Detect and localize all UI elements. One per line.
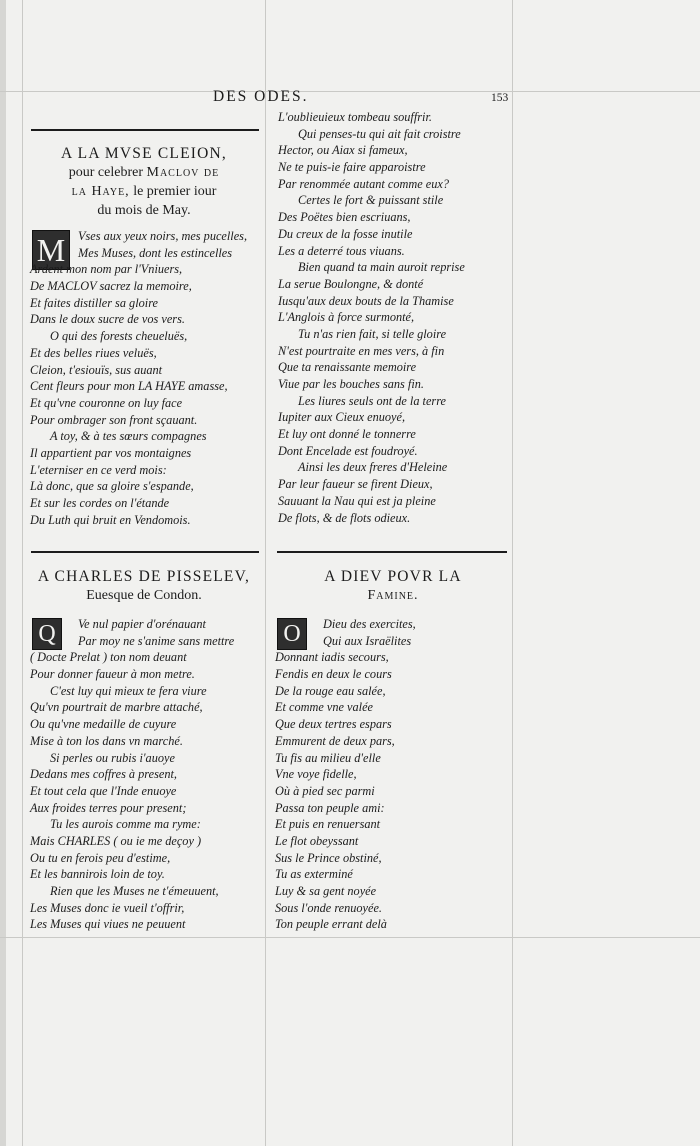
verse-line: Par moy ne s'anime sans mettre	[78, 633, 235, 648]
running-head: DES ODES.	[213, 88, 309, 105]
verse-line: Luy & sa gent noyée	[275, 884, 377, 898]
verse-line: Cent fleurs pour mon LA HAYE amasse,	[30, 379, 228, 394]
verse-line: Bien quand ta main auroit reprise	[298, 260, 465, 275]
verse-line: Et sur les cordes on l'étande	[30, 496, 170, 510]
ode3-verse	[275, 616, 513, 933]
dedicatee-name: la Haye,	[71, 184, 130, 199]
verse-line: Ne te puis-ie faire apparoistre	[278, 160, 426, 175]
section-divider	[277, 551, 507, 553]
ode2-heading	[28, 567, 260, 605]
verse-line: Tu n'as rien fait, si telle gloire	[298, 326, 447, 341]
verse-line: Par renommée autant comme eux?	[278, 176, 449, 191]
verse-line: Qu'vn pourtrait de marbre attaché,	[30, 700, 203, 715]
verse-line: Si perles ou rubis i'auoye	[50, 750, 175, 765]
verse-line: Aux froides terres pour present;	[30, 800, 187, 815]
verse-line: Ve nul papier d'orénauant	[78, 617, 206, 631]
verse-line: L'eterniser en ce verd mois:	[30, 462, 167, 477]
verse-line: Donnant iadis secours,	[275, 650, 389, 665]
verse-line: Tu as exterminé	[275, 867, 353, 882]
section-divider	[31, 551, 259, 553]
ruled-line	[22, 0, 23, 1146]
verse-line: ( Docte Prelat ) ton nom deuant	[30, 650, 187, 665]
verse-line: Les Muses donc ie vueil t'offrir,	[30, 900, 185, 915]
verse-line: Rien que les Muses ne t'émeuuent,	[50, 884, 219, 898]
verse-line: Et faites distiller sa gloire	[30, 295, 158, 310]
ode1-heading	[28, 144, 260, 220]
verse-line: Ton peuple errant delà	[275, 917, 387, 932]
ode3-heading	[278, 567, 508, 605]
page-binding-shadow	[0, 0, 6, 1146]
verse-line: L'oublieuieux tombeau souffrir.	[278, 110, 432, 124]
verse-line: Le flot obeyssant	[275, 833, 359, 848]
verse-line: Ou qu'vne medaille de cuyure	[30, 717, 177, 732]
verse-line: Mais CHARLES ( ou ie me deçoy )	[30, 833, 202, 848]
dedicatee-name: Maclov de	[146, 165, 220, 180]
verse-line: De la rouge eau salée,	[275, 683, 386, 698]
verse-line: Ainsi les deux freres d'Heleine	[298, 460, 448, 475]
verse-line: Les Muses qui viues ne peuuent	[30, 917, 186, 932]
verse-line: Ardent mon nom par l'Vniuers,	[30, 262, 183, 277]
verse-line: Passa ton peuple ami:	[275, 800, 385, 815]
verse-line: Mise à ton los dans vn marché.	[30, 733, 183, 748]
ruled-line	[265, 0, 266, 1146]
ode3-subtitle: Famine.	[367, 588, 419, 603]
ode2-verse	[30, 616, 268, 933]
verse-line: Cleion, t'esiouïs, sus auant	[30, 362, 163, 377]
verse-line: Fendis en deux le cours	[275, 667, 392, 682]
verse-line: A toy, & à tes sœurs compagnes	[50, 429, 207, 444]
verse-line: Sous l'onde renuoyée.	[275, 900, 383, 915]
verse-line: Et tout cela que l'Inde enuoye	[30, 783, 177, 798]
verse-line: Et luy ont donné le tonnerre	[278, 427, 416, 442]
verse-line: Tu fis au milieu d'elle	[275, 750, 381, 765]
section-divider	[31, 129, 259, 131]
verse-line: Les liures seuls ont de la terre	[298, 393, 447, 408]
verse-line: Du creux de la fosse inutile	[278, 226, 413, 241]
ode1-subtitle: la Haye, le premier iour	[71, 184, 217, 199]
verse-line: Hector, ou Aiax si fameux,	[278, 143, 408, 158]
ode1-verse-right	[278, 109, 516, 526]
verse-line: Ou tu en ferois peu d'estime,	[30, 850, 171, 865]
ode2-subtitle: Euesque de Condon.	[86, 588, 202, 603]
verse-line: Par leur faueur se firent Dieux,	[278, 477, 433, 492]
verse-line: Et des belles riues veluës,	[30, 345, 157, 360]
verse-line: Vne voye fidelle,	[275, 767, 357, 782]
verse-line: Qui aux Israëlites	[323, 633, 412, 648]
verse-line: Des Poëtes bien escriuans,	[278, 210, 411, 225]
ode1-title: A LA MVSE CLEION,	[61, 145, 227, 162]
verse-line: Où à pied sec parmi	[275, 783, 375, 798]
verse-line: Pour ombrager son front sçauant.	[30, 412, 198, 427]
verse-line: Viue par les bouches sans fin.	[278, 377, 424, 391]
ruled-line	[0, 937, 700, 938]
ode1-subtitle: pour celebrer Maclov de	[68, 165, 220, 180]
verse-line: C'est luy qui mieux te fera viure	[50, 683, 207, 698]
verse-line: Du Luth qui bruit en Vendomois.	[30, 512, 191, 527]
verse-line: N'est pourtraite en mes vers, à fin	[278, 343, 445, 358]
verse-line: Que deux tertres espars	[275, 717, 392, 732]
drop-cap-initial: M	[32, 230, 70, 270]
verse-line: Mes Muses, dont les estincelles	[78, 245, 233, 260]
ruled-line	[0, 91, 700, 92]
verse-line: Qui penses-tu qui ait fait croistre	[298, 126, 461, 141]
verse-line: L'Anglois à force surmonté,	[278, 310, 415, 325]
drop-cap-initial: Q	[32, 618, 62, 650]
verse-line: Et qu'vne couronne on luy face	[30, 395, 183, 410]
verse-line: Il appartient par vos montaignes	[30, 445, 192, 460]
verse-line: Les a deterré tous viuans.	[278, 243, 405, 258]
verse-line: Iupiter aux Cieux enuoyé,	[278, 410, 406, 425]
page-number: 153	[491, 92, 509, 104]
verse-line: O qui des forests cheueluës,	[50, 329, 188, 344]
ode1-subtitle: du mois de May.	[97, 203, 191, 218]
verse-line: Certes le fort & puissant stile	[298, 193, 444, 208]
verse-line: Iusqu'aux deux bouts de la Thamise	[278, 293, 454, 308]
verse-line: De flots, & de flots odieux.	[278, 510, 411, 525]
verse-line: Que ta renaissante memoire	[278, 360, 417, 375]
verse-line: Tu les aurois comme ma ryme:	[50, 817, 201, 832]
ode3-title: A DIEV POVR LA	[324, 568, 462, 585]
verse-line: Sauuant la Nau qui est ja pleine	[278, 493, 436, 508]
verse-line: Dedans mes coffres à present,	[30, 767, 177, 782]
verse-line: De MACLOV sacrez la memoire,	[30, 279, 192, 294]
verse-line: Dont Encelade est foudroyé.	[278, 443, 418, 458]
verse-line: Là donc, que sa gloire s'espande,	[30, 479, 194, 494]
verse-line: Dans le doux sucre de vos vers.	[30, 312, 185, 327]
verse-line: Et comme vne valée	[275, 700, 373, 715]
verse-line: Pour donner faueur à mon metre.	[30, 667, 195, 682]
verse-line: Dieu des exercites,	[323, 617, 416, 631]
ode1-verse-left	[30, 228, 268, 528]
drop-cap-initial: O	[277, 618, 307, 650]
verse-line: La serue Boulongne, & donté	[278, 276, 424, 291]
verse-line: Et puis en renuersant	[275, 817, 381, 832]
verse-line: Emmurent de deux pars,	[275, 733, 395, 748]
ode2-title: A CHARLES DE PISSELEV,	[37, 568, 251, 585]
verse-line: Sus le Prince obstiné,	[275, 850, 382, 865]
verse-line: Et les bannirois loin de toy.	[30, 867, 165, 882]
verse-line: Vses aux yeux noirs, mes pucelles,	[78, 229, 248, 243]
